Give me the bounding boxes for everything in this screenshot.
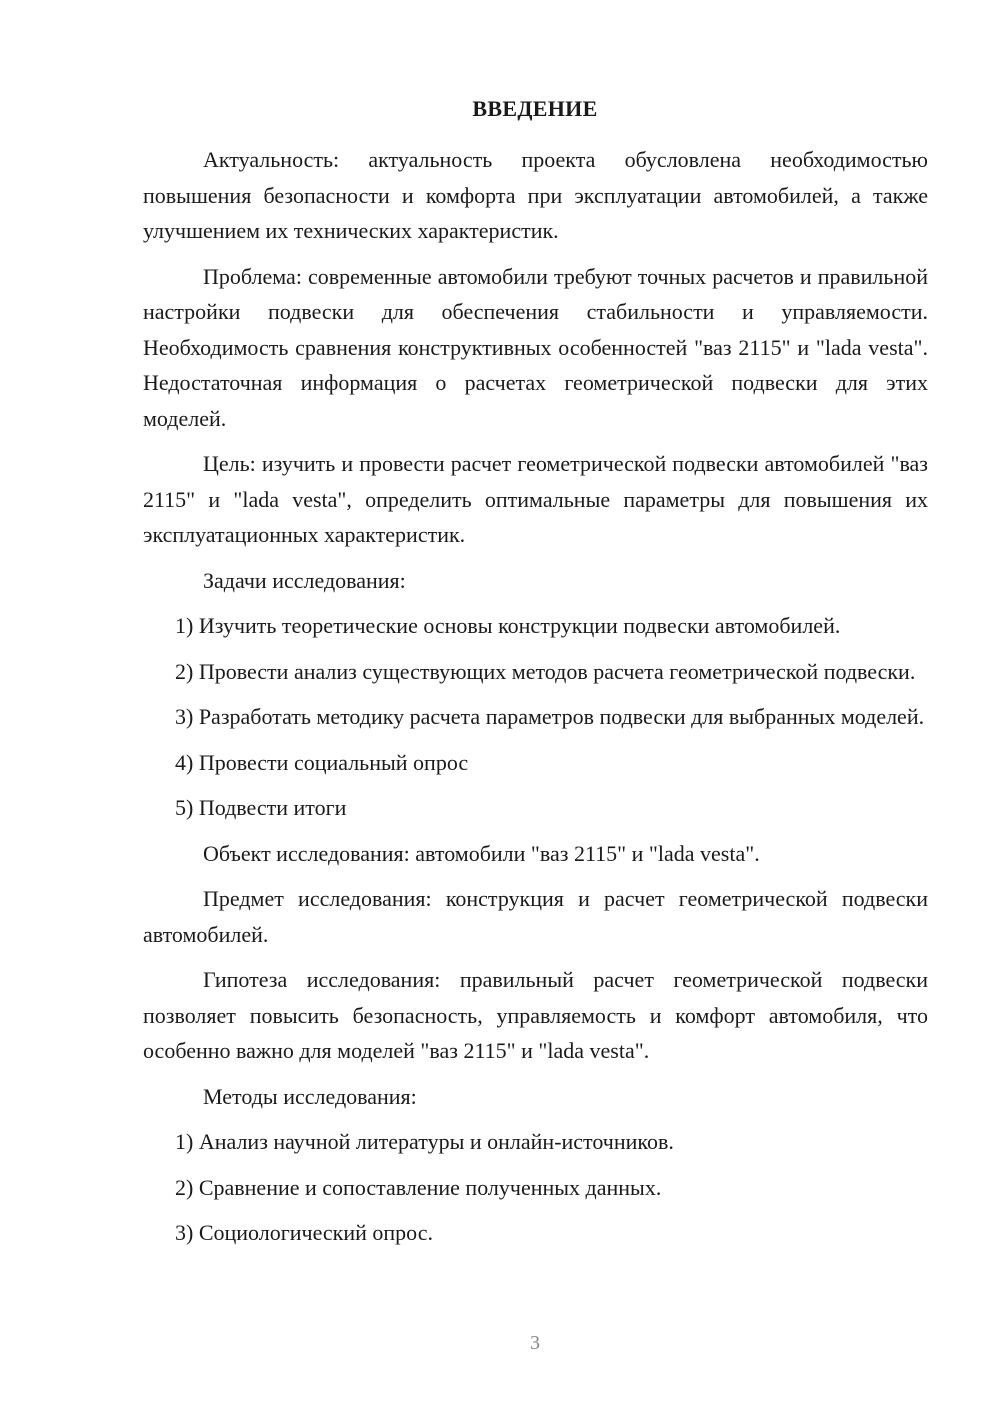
page-number: 3 bbox=[530, 1332, 540, 1354]
task-item-2: 2) Провести анализ существующих методов расчета геометрической подвески. bbox=[175, 658, 916, 684]
task-item-1: 1) Изучить теоретические основы конструкции подвески автомобилей. bbox=[175, 613, 841, 638]
body-text bbox=[143, 142, 928, 1261]
paragraph-goal: Цель: изучить и провести расчет геометрической подвески автомобилей "ваз 2115" и "lada vesta", определить оптимальные параметры для повышения их эксплуатационных характеристик. bbox=[143, 451, 928, 547]
paragraph-methods-heading: Методы исследования: bbox=[203, 1083, 417, 1109]
method-item-1: 1) Анализ научной литературы и онлайн-источников. bbox=[175, 1129, 674, 1154]
task-item-5: 5) Подвести итоги bbox=[175, 795, 347, 820]
paragraph-problem: Проблема: современные автомобили требуют точных расчетов и правильной настройки подвески для обеспечения стабильности и управляемости. Необходимость сравнения конструктивных особенностей "ваз 2115" и "lada vesta". Недостаточная информация о расчетах геометрической подвески для этих моделей. bbox=[143, 263, 928, 431]
method-item-3: 3) Социологический опрос. bbox=[175, 1220, 433, 1245]
paragraph-object: Объект исследования: автомобили "ваз 2115" и "lada vesta". bbox=[203, 840, 760, 866]
task-item-4: 4) Провести социальный опрос bbox=[175, 749, 469, 775]
task-item-3: 3) Разработать методику расчета параметров подвески для выбранных моделей. bbox=[175, 704, 925, 729]
paragraph-relevance: Актуальность: актуальность проекта обусловлена необходимостью повышения безопасности и комфорта при эксплуатации автомобилей, а также улучшением их технических характеристик. bbox=[143, 147, 928, 243]
section-title: ВВЕДЕНИЕ bbox=[472, 96, 598, 121]
paragraph-subject: Предмет исследования: конструкция и расчет геометрической подвески автомобилей. bbox=[143, 886, 928, 947]
paragraph-hypothesis: Гипотеза исследования: правильный расчет геометрической подвески позволяет повысить безопасность, управляемость и комфорт автомобиля, что особенно важно для моделей "ваз 2115" и "lada vesta". bbox=[143, 967, 928, 1063]
method-item-2: 2) Сравнение и сопоставление полученных данных. bbox=[175, 1174, 662, 1200]
paragraph-tasks-heading: Задачи исследования: bbox=[203, 567, 406, 593]
